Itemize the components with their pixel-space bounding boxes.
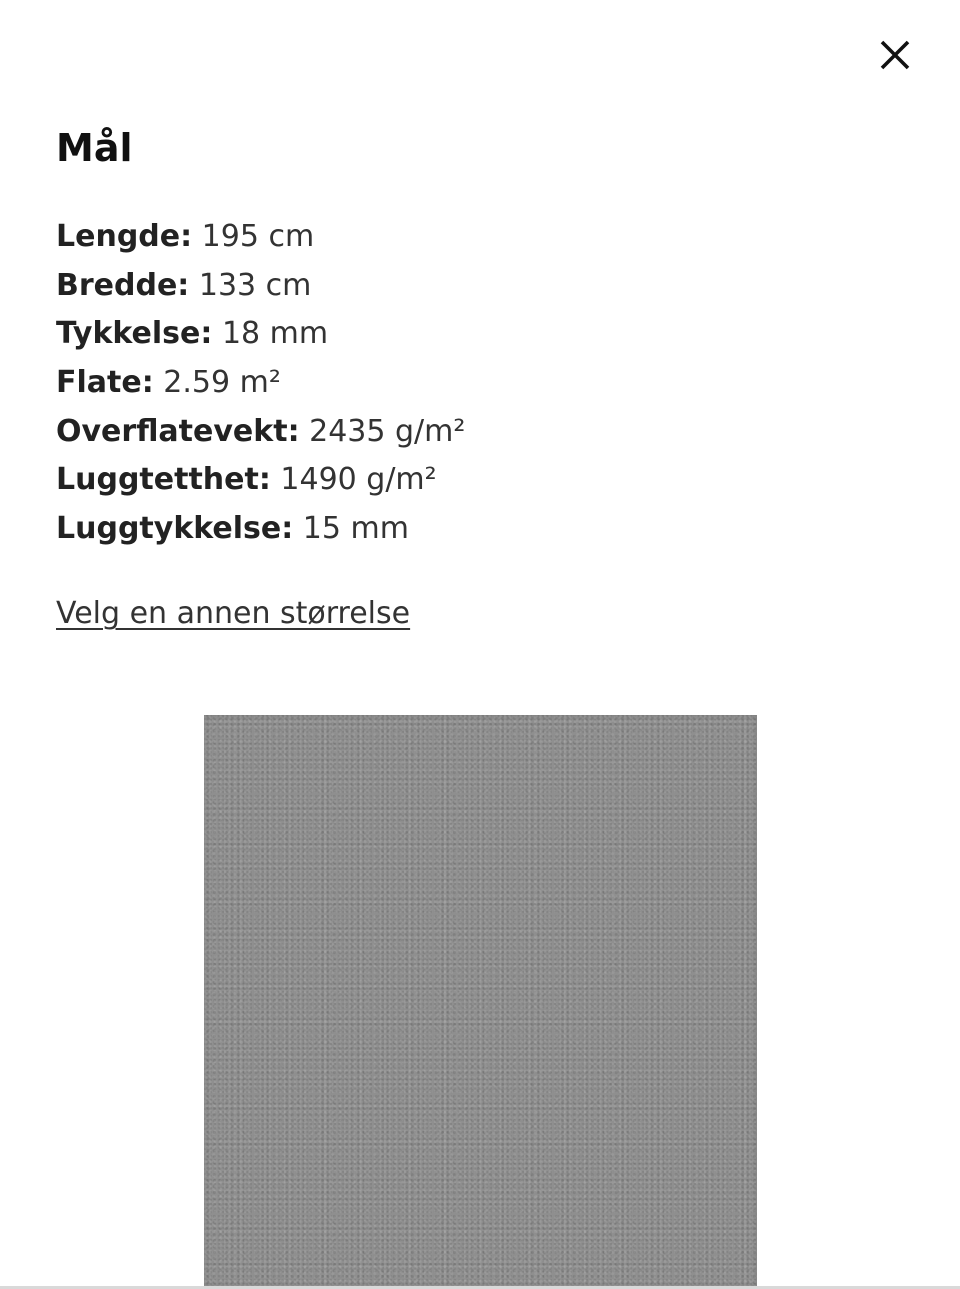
spec-label: Luggtykkelse: bbox=[56, 511, 294, 547]
close-icon bbox=[878, 38, 912, 72]
spec-label: Luggtetthet: bbox=[56, 462, 271, 498]
spec-label: Flate: bbox=[56, 365, 154, 401]
spec-label: Overflatevekt: bbox=[56, 413, 300, 449]
spec-value: 2.59 m² bbox=[163, 365, 281, 401]
spec-value: 1490 g/m² bbox=[280, 462, 437, 498]
spec-value: 18 mm bbox=[221, 316, 329, 352]
spec-value: 195 cm bbox=[201, 219, 315, 254]
spec-row-area bbox=[56, 359, 465, 408]
spec-value: 2435 g/m² bbox=[309, 413, 466, 449]
spec-label: Bredde: bbox=[56, 267, 190, 303]
dimensions-list bbox=[56, 213, 465, 554]
spec-row-surface-weight bbox=[56, 408, 465, 457]
spec-row-pile-thickness bbox=[56, 505, 465, 554]
spec-value: 15 mm bbox=[302, 511, 409, 547]
spec-label: Tykkelse: bbox=[56, 316, 213, 352]
page-title: Mål bbox=[56, 126, 133, 170]
product-image-rug bbox=[204, 715, 757, 1289]
spec-row-length bbox=[56, 213, 465, 262]
choose-other-size-link[interactable]: Velg en annen størrelse bbox=[56, 596, 411, 631]
spec-label: Lengde: bbox=[56, 219, 193, 254]
spec-row-thickness bbox=[56, 310, 465, 359]
close-button[interactable] bbox=[870, 30, 920, 80]
spec-value: 133 cm bbox=[198, 267, 312, 303]
spec-row-width bbox=[56, 262, 465, 311]
spec-row-pile-density bbox=[56, 456, 465, 505]
